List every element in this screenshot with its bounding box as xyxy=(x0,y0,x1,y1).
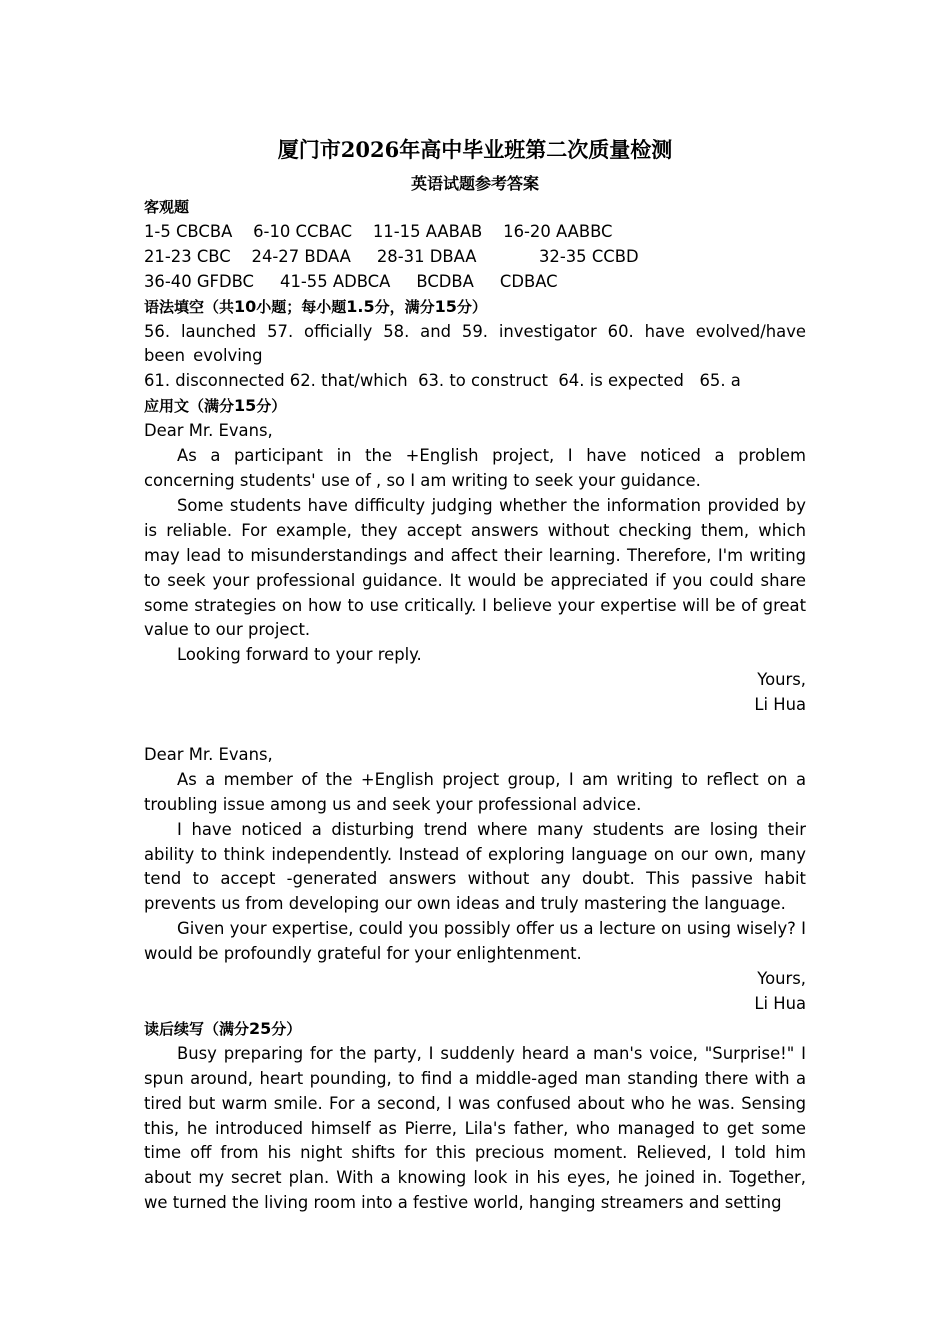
sample-letter-2 xyxy=(144,743,806,1017)
letter-salutation: Dear Mr. Evans, xyxy=(144,744,273,764)
page-title: 厦门市2026年高中毕业班第二次质量检测 xyxy=(277,137,673,162)
letter-paragraph: Some students have difficulty judging whether the information provided by is reliable. For example, they accept answers without checking them, which may lead to misunderstandings and affect their learning. Therefore, I'm writing to seek your professional guidance. It would be appreciated if you could share some strategies on how to use critically. I believe your expertise will be of great value to our project. xyxy=(144,495,806,640)
grammar-heading-post: 分） xyxy=(456,297,487,316)
continuation-heading-post: 分） xyxy=(271,1019,302,1038)
grammar-heading-mid1: 小题；每小题 xyxy=(256,297,347,316)
grammar-answers-line-2: 61. disconnected 62. that/which 63. to construct 64. is expected 65. a xyxy=(144,371,741,391)
continuation-heading-score: 25 xyxy=(249,1018,272,1038)
letter-signature: Li Hua xyxy=(754,695,806,715)
grammar-heading-mid2: 分，满分 xyxy=(374,297,435,316)
letter-paragraph: As a member of the +English project group, I am writing to reflect on a troubling issue among us and seek your professional advice. xyxy=(144,769,806,814)
grammar-heading-total: 15 xyxy=(434,296,457,316)
applied-writing-heading xyxy=(144,394,806,419)
applied-heading-pre: 应用文（满分 xyxy=(144,397,235,416)
applied-heading-score: 15 xyxy=(234,396,257,416)
letter-paragraph: Given your expertise, could you possibly offer us a lecture on using wisely? I would be profoundly grateful for your enlightenment. xyxy=(144,919,806,964)
continuation-heading-pre: 读后续写（满分 xyxy=(144,1019,250,1038)
letter-closing: Yours, xyxy=(757,670,806,690)
grammar-answers-line-1: 56. launched 57. officially 58. and 59. investigator 60. have evolved/have been evolving xyxy=(144,321,806,366)
grammar-heading xyxy=(144,295,806,320)
continuation-writing-heading xyxy=(144,1017,806,1042)
letter-closing: Yours, xyxy=(757,969,806,989)
grammar-heading-pre: 语法填空（共 xyxy=(144,297,235,316)
page-subtitle: 英语试题参考答案 xyxy=(410,174,539,193)
grammar-heading-count: 10 xyxy=(234,296,257,316)
sample-letter-1 xyxy=(144,419,806,718)
letter-paragraph: I have noticed a disturbing trend where many students are losing their ability to think independently. Instead of exploring language on our own, many tend to accept -generated answers without any doubt. This passive habit prevents us from developing our own ideas and truly mastering the language. xyxy=(144,819,806,914)
objective-answers-line-1: 1-5 CBCBA 6-10 CCBAC 11-15 AABAB 16-20 AABBC xyxy=(144,221,613,241)
objective-answers-line-3: 36-40 GFDBC 41-55 ADBCA BCDBA CDBAC xyxy=(144,271,558,291)
objective-heading: 客观题 xyxy=(144,198,190,216)
document-body xyxy=(144,135,806,1216)
letter-paragraph: As a participant in the +English project, I have noticed a problem concerning students' use of , so I am writing to seek your guidance. xyxy=(144,446,806,490)
applied-heading-post: 分） xyxy=(256,397,287,416)
objective-answers-line-2: 21-23 CBC 24-27 BDAA 28-31 DBAA 32-35 CCBD xyxy=(144,246,639,266)
spacer xyxy=(144,718,806,743)
letter-paragraph: Looking forward to your reply. xyxy=(177,645,422,665)
letter-salutation: Dear Mr. Evans, xyxy=(144,421,273,441)
continuation-paragraph: Busy preparing for the party, I suddenly heard a man's voice, "Surprise!" I spun around, heart pounding, to find a middle-aged man standing there with a tired but warm smile. For a second, I was confused about who he was. Sensing this, he introduced himself as Pierre, Lila's father, who managed to get some time off from his night shifts for this precious moment. Relieved, I told him about my secret plan. With a knowing look in his eyes, he joined in. Together, we turned the living room into a festive world, hanging streamers and setting xyxy=(144,1043,806,1213)
grammar-heading-score-each: 1.5 xyxy=(346,296,375,316)
letter-signature: Li Hua xyxy=(754,993,806,1013)
